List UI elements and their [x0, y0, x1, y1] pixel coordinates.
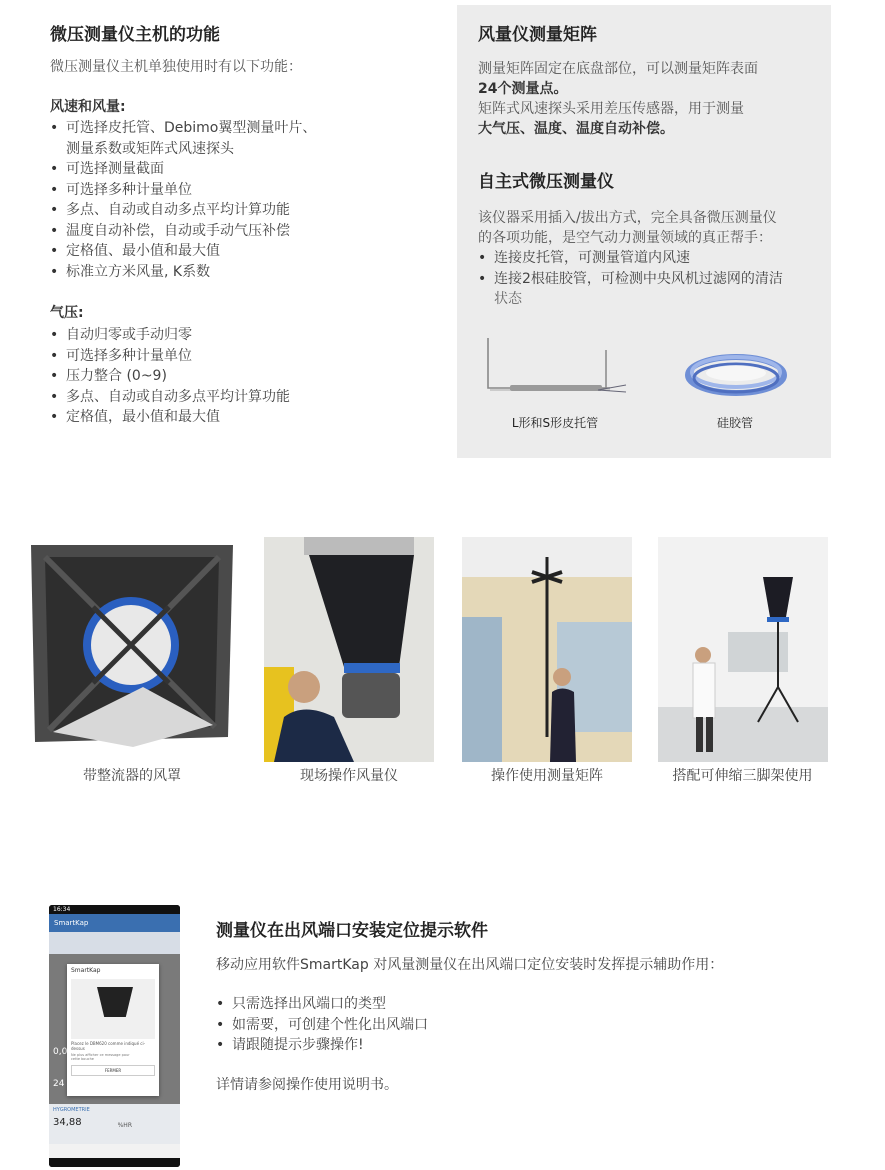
- matrix-text-4: 大气压、温度、温度自动补偿。: [478, 121, 674, 137]
- photo-caption: 带整流器的风罩: [83, 768, 181, 784]
- photo-caption: 现场操作风量仪: [300, 768, 398, 784]
- list-item: • 自动归零或手动归零: [50, 325, 440, 346]
- list-item: • 只需选择出风端口的类型: [216, 994, 796, 1015]
- list-item: • 标准立方米风量, K系数: [50, 262, 440, 283]
- list-item: • 定格值，最小值和最大值: [50, 407, 440, 428]
- list-item: • 多点、自动或自动多点平均计算功能: [50, 200, 440, 221]
- hood-icon: [97, 987, 133, 1017]
- list-item: • 温度自动补偿，自动或手动气压补偿: [50, 221, 440, 242]
- pressure-title: 气压:: [50, 305, 84, 321]
- software-footer: 详情请参阅操作使用说明书。: [216, 1076, 398, 1093]
- right-column: [478, 20, 823, 310]
- left-intro: 微压测量仪主机单独使用时有以下功能：: [50, 59, 302, 75]
- photo-caption: 操作使用测量矩阵: [491, 768, 603, 784]
- phone-dialog-check: Ne plus afficher ce message pour cette bouche: [71, 1053, 130, 1061]
- phone-dialog: [67, 964, 159, 1096]
- list-item: • 多点、自动或自动多点平均计算功能: [50, 387, 440, 408]
- list-item: • 定格值、最小值和最大值: [50, 241, 440, 262]
- phone-tabbar: [49, 1144, 180, 1158]
- phone-dialog-text: Placez le DBM620 comme indiqué ci-dessus: [71, 1041, 146, 1051]
- list-item: • 连接皮托管，可测量管道内风速: [478, 248, 823, 269]
- list-item: [50, 139, 440, 160]
- list-item: 状态: [494, 291, 522, 307]
- photo-caption: 搭配可伸缩三脚架使用: [672, 768, 813, 784]
- silicone-tube-image: [684, 345, 789, 405]
- list-item: • 连接2根硅胶管，可检测中央风机过滤网的清洁: [478, 269, 823, 290]
- airflow-list: [50, 118, 440, 282]
- standalone-text-2: 的各项功能，是空气动力测量领域的真正帮手：: [478, 230, 772, 246]
- software-section: [216, 916, 796, 1095]
- phone-dialog-illustration: [71, 979, 155, 1039]
- standalone-text-1: 该仪器采用插入/拔出方式，完全具备微压测量仪: [478, 210, 777, 226]
- phone-status-time: 16:34: [49, 905, 180, 914]
- matrix-text-1: 测量矩阵固定在底盘部位，可以测量矩阵表面: [478, 61, 758, 77]
- airflow-title: 风速和风量:: [50, 99, 126, 115]
- software-title: 测量仪在出风端口安装定位提示软件: [216, 921, 488, 941]
- left-column: [50, 20, 440, 428]
- matrix-text-2: 24个测量点。: [478, 81, 568, 97]
- standalone-title: 自主式微压测量仪: [478, 172, 614, 192]
- pressure-list: [50, 325, 440, 428]
- tube-caption: 硅胶管: [716, 416, 753, 430]
- phone-value-3: 34,88: [53, 1117, 82, 1128]
- phone-navbar: [49, 1158, 180, 1167]
- pitot-tube-image: [480, 330, 630, 400]
- onsite-photo: [264, 537, 434, 762]
- phone-screenshot: [49, 905, 180, 1167]
- matrix-text-3: 矩阵式风速探头采用差压传感器，用于测量: [478, 101, 744, 117]
- hood-photo: [23, 537, 241, 757]
- matrix-photo: [462, 537, 632, 762]
- phone-app-title: SmartKap: [49, 914, 180, 932]
- software-intro: 移动应用软件SmartKap 对风量测量仪在出风端口定位安装时发挥提示辅助作用：: [216, 957, 724, 973]
- list-item: • 可选择多种计量单位: [50, 346, 440, 367]
- software-list: [216, 994, 796, 1056]
- matrix-title: 风量仪测量矩阵: [478, 25, 597, 45]
- phone-body: [49, 954, 180, 1144]
- list-item: • 请跟随提示步骤操作!: [216, 1035, 796, 1056]
- list-item: • 可选择多种计量单位: [50, 180, 440, 201]
- list-item-continuation: 测量系数或矩阵式风速探头: [66, 140, 234, 157]
- phone-dialog-title: SmartKap: [71, 967, 101, 974]
- left-title: 微压测量仪主机的功能: [50, 25, 220, 45]
- phone-value-1: 0,0: [53, 1047, 68, 1057]
- pitot-caption: L形和S形皮托管: [511, 416, 599, 430]
- list-item: • 如需要，可创建个性化出风端口: [216, 1015, 796, 1036]
- phone-unit-3: %HR: [117, 1122, 132, 1129]
- list-item: • 可选择测量截面: [50, 159, 440, 180]
- phone-toolbar: [49, 932, 180, 954]
- phone-hygro-card: [49, 1104, 180, 1144]
- phone-label-3: HYGROMETRIE: [53, 1107, 90, 1113]
- list-item: • 可选择皮托管、Debimo翼型测量叶片、: [50, 118, 440, 139]
- right-items: [478, 248, 823, 310]
- tripod-photo: [658, 537, 828, 762]
- phone-dialog-close-button[interactable]: FERMER: [71, 1065, 155, 1076]
- phone-value-2: 24: [53, 1079, 65, 1089]
- list-item: • 压力整合 (0~9): [50, 366, 440, 387]
